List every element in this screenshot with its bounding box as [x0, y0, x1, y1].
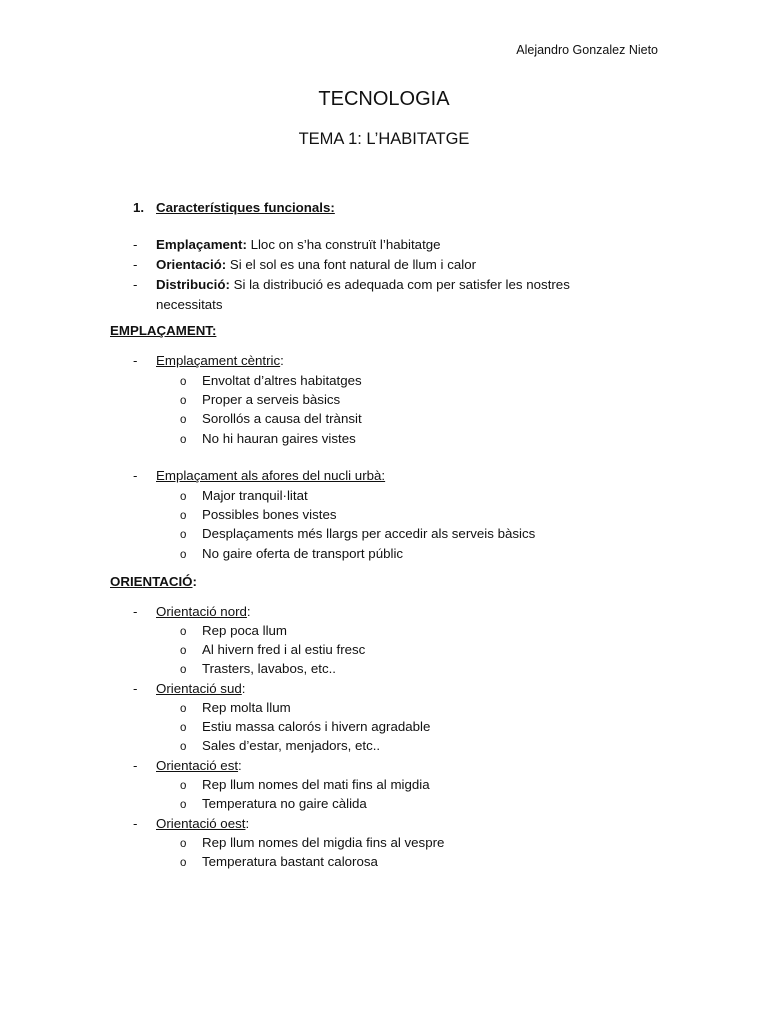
- group-heading: - Emplaçament cèntric:: [133, 351, 653, 371]
- feature-text-continued: necessitats: [156, 296, 223, 312]
- author-name: Alejandro Gonzalez Nieto: [516, 43, 658, 57]
- list-item: o Trasters, lavabos, etc..: [180, 661, 337, 676]
- feature-term: Orientació:: [156, 257, 227, 272]
- feature-text: Si el sol es una font natural de llum i calor: [226, 257, 477, 272]
- document-subtitle: TEMA 1: L’HABITATGE: [298, 130, 470, 148]
- list-item: o Temperatura bastant calorosa: [180, 854, 378, 869]
- group-label: Orientació oest: [156, 816, 246, 831]
- document-title: TECNOLOGIA: [318, 88, 450, 110]
- orientacio-heading: ORIENTACIÓ:: [110, 574, 197, 589]
- feature-item: [133, 235, 653, 255]
- list-item: o Rep molta llum: [180, 700, 291, 715]
- group-heading: - Orientació oest:: [133, 814, 653, 834]
- group-heading: - Orientació sud:: [133, 679, 653, 699]
- dash-bullet: -: [133, 816, 138, 831]
- dash-bullet: -: [133, 277, 138, 292]
- list-item: o Rep llum nomes del mati fins al migdia: [180, 777, 430, 792]
- group-label: Orientació est: [156, 758, 239, 773]
- section-1-heading: [133, 200, 335, 215]
- section-number: 1.: [133, 200, 145, 215]
- list-item: o Rep poca llum: [180, 623, 287, 638]
- list-item: o Rep llum nomes del migdia fins al vespre: [180, 835, 445, 850]
- feature-item: [133, 255, 653, 275]
- group-heading: [133, 466, 653, 486]
- feature-item: [133, 275, 653, 314]
- list-item: o No gaire oferta de transport públic: [180, 546, 404, 561]
- group-label: Emplaçament als afores del nucli urbà:: [156, 468, 386, 483]
- list-item: o Desplaçaments més llargs per accedir als serveis bàsics: [180, 526, 536, 541]
- list-item: o Possibles bones vistes: [180, 507, 337, 522]
- dash-bullet: -: [133, 353, 138, 368]
- group-label: Emplaçament cèntric: [156, 353, 281, 368]
- dash-bullet: -: [133, 604, 138, 619]
- list-item: o Sorollós a causa del trànsit: [180, 411, 362, 426]
- feature-term: Distribució:: [156, 277, 230, 292]
- list-item: o No hi hauran gaires vistes: [180, 431, 356, 446]
- group-heading: - Orientació est:: [133, 756, 653, 776]
- list-item: o Major tranquil·litat: [180, 488, 308, 503]
- emplacament-heading: EMPLAÇAMENT:: [110, 323, 217, 338]
- list-item: o Sales d’estar, menjadors, etc..: [180, 738, 381, 753]
- feature-text: Si la distribució es adequada com per satisfer les nostres: [229, 277, 570, 292]
- dash-bullet: -: [133, 468, 138, 483]
- feature-text: Lloc on s’ha construït l’habitatge: [246, 237, 441, 252]
- list-item: o Envoltat d’altres habitatges: [180, 373, 362, 388]
- list-item: o Proper a serveis bàsics: [180, 392, 341, 407]
- dash-bullet: -: [133, 257, 138, 272]
- feature-term: Emplaçament:: [156, 237, 247, 252]
- group-heading: - Orientació nord:: [133, 602, 653, 622]
- list-item: o Temperatura no gaire càlida: [180, 796, 367, 811]
- dash-bullet: -: [133, 237, 138, 252]
- group-label: Orientació sud: [156, 681, 242, 696]
- group-label: Orientació nord: [156, 604, 247, 619]
- dash-bullet: -: [133, 758, 138, 773]
- list-item: o Estiu massa calorós i hivern agradable: [180, 719, 431, 734]
- section-label: Característiques funcionals:: [156, 200, 335, 215]
- dash-bullet: -: [133, 681, 138, 696]
- list-item: o Al hivern fred i al estiu fresc: [180, 642, 366, 657]
